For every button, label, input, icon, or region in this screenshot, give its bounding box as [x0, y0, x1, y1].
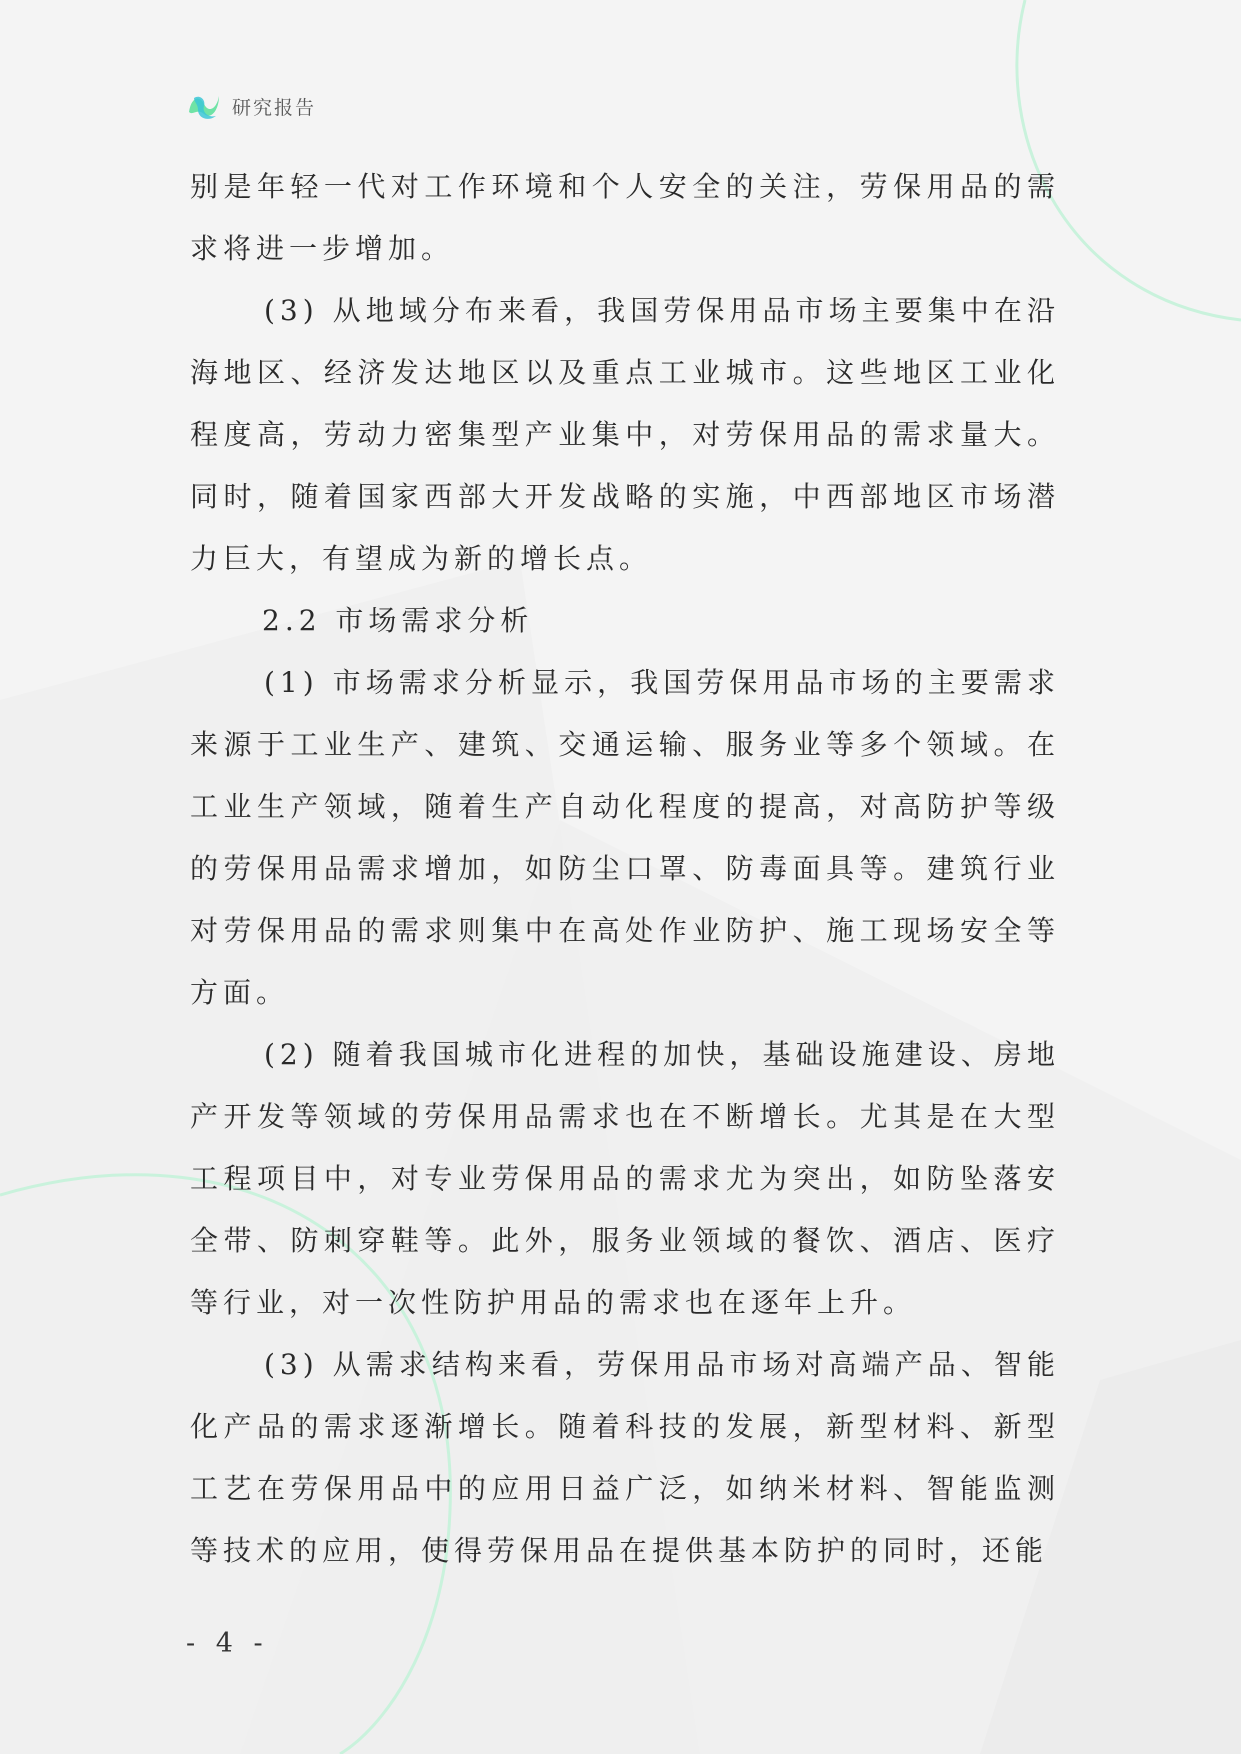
paragraph-urbanization-demand: (2) 随着我国城市化进程的加快，基础设施建设、房地产开发等领域的劳保用品需求也在不断增长。尤其是在大型工程项目中，对专业劳保用品的需求尤为突出，如防坠落安全带、防刺穿鞋等。此外，服务业领域的餐饮、酒店、医疗等行业，对一次性防护用品的需求也在逐年上升。: [190, 1038, 1060, 1319]
paragraph-regional-distribution: (3) 从地域分布来看，我国劳保用品市场主要集中在沿海地区、经济发达地区以及重点工业城市。这些地区工业化程度高，劳动力密集型产业集中，对劳保用品的需求量大。同时，随着国家西部大开发战略的实施，中西部地区市场潜力巨大，有望成为新的增长点。: [190, 294, 1060, 575]
brand-logo-icon: [186, 88, 222, 124]
page-number: - 4 -: [186, 1628, 269, 1659]
paragraph-continuation: 别是年轻一代对工作环境和个人安全的关注，劳保用品的需求将进一步增加。: [190, 170, 1060, 265]
report-label: 研究报告: [232, 96, 317, 119]
section-heading: 2.2 市场需求分析: [262, 604, 534, 637]
report-header: [186, 88, 316, 124]
paragraph-demand-sources: (1) 市场需求分析显示，我国劳保用品市场的主要需求来源于工业生产、建筑、交通运输、服务业等多个领域。在工业生产领域，随着生产自动化程度的提高，对高防护等级的劳保用品需求增加，如防尘口罩、防毒面具等。建筑行业对劳保用品的需求则集中在高处作业防护、施工现场安全等方面。: [190, 666, 1060, 1009]
document-body: [190, 156, 1060, 1582]
paragraph-demand-structure: (3) 从需求结构来看，劳保用品市场对高端产品、智能化产品的需求逐渐增长。随着科技的发展，新型材料、新型工艺在劳保用品中的应用日益广泛，如纳米材料、智能监测等技术的应用，使得劳保用品在提供基本防护的同时，还能: [190, 1348, 1060, 1567]
